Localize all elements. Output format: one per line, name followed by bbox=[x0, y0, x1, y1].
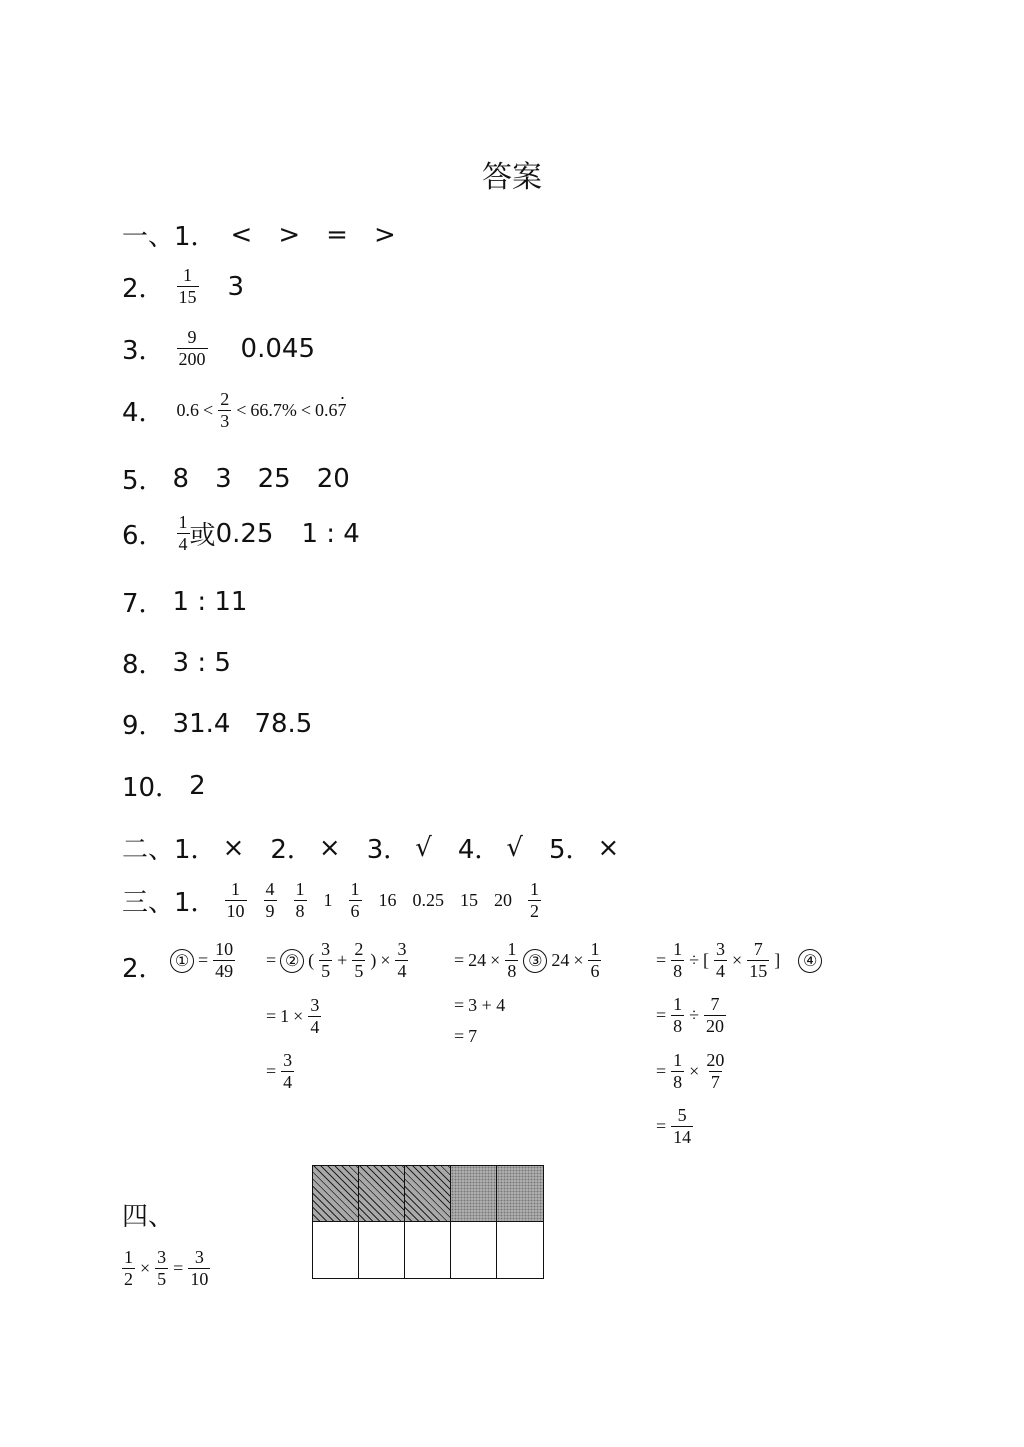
answer-value: 20 bbox=[494, 890, 513, 911]
value: 8 bbox=[172, 463, 190, 494]
grid-cell bbox=[497, 1166, 543, 1222]
answer-value: 0.25 bbox=[412, 890, 445, 911]
answer-value: $\frac{1}{6}$ bbox=[350, 879, 360, 921]
times: × bbox=[689, 1061, 700, 1082]
times: × bbox=[140, 1258, 151, 1279]
calc-4-step-2 bbox=[654, 995, 729, 1037]
value: 24 bbox=[551, 950, 570, 971]
value: 3 : 5 bbox=[172, 647, 231, 678]
divide: ÷ bbox=[689, 950, 700, 971]
calc-2-step-2 bbox=[264, 996, 324, 1038]
answer-1-5 bbox=[122, 460, 350, 497]
item-value: × bbox=[222, 832, 245, 863]
value: 1 bbox=[280, 1006, 290, 1027]
equals: = bbox=[454, 995, 465, 1015]
value: > bbox=[278, 219, 301, 250]
answer-list bbox=[225, 880, 545, 922]
equals: = bbox=[656, 950, 667, 971]
item-value: √ bbox=[415, 832, 432, 863]
answer-1-1 bbox=[122, 216, 396, 253]
item-number: 4． bbox=[457, 835, 501, 865]
fraction-grid-diagram bbox=[312, 1165, 544, 1279]
fraction: $\frac{1}{8}$ bbox=[673, 939, 683, 981]
value: 3 + 4 bbox=[468, 995, 506, 1015]
value: 24 bbox=[468, 950, 487, 971]
fraction: $\frac{1}{4}$ bbox=[178, 512, 188, 554]
calc-2-step-3 bbox=[264, 1051, 297, 1093]
or-word: 或 bbox=[189, 521, 216, 552]
value: 25 bbox=[257, 463, 291, 494]
fraction: $\frac{1}{6}$ bbox=[590, 939, 600, 981]
circled-number: ③ bbox=[523, 949, 547, 973]
item-number: 1． bbox=[174, 835, 217, 865]
grid-cell bbox=[405, 1222, 451, 1278]
grid-cell bbox=[313, 1222, 359, 1278]
label: 10． bbox=[122, 773, 182, 803]
fraction: $\frac{9}{200}$ bbox=[178, 327, 206, 369]
answer-value: $\frac{1}{2}$ bbox=[530, 879, 540, 921]
divide: ÷ bbox=[689, 1005, 700, 1026]
paren: ) bbox=[370, 950, 377, 971]
circled-number: ① bbox=[170, 949, 194, 973]
value: > bbox=[373, 219, 396, 250]
answer-value: $\frac{1}{10}$ bbox=[226, 879, 245, 921]
value: 78.5 bbox=[254, 708, 313, 739]
item-value: × bbox=[597, 832, 620, 863]
circled-number: ② bbox=[280, 949, 304, 973]
grid-cell bbox=[359, 1222, 405, 1278]
answer-1-6 bbox=[122, 513, 360, 555]
equals: = bbox=[454, 950, 465, 971]
times: × bbox=[293, 1006, 304, 1027]
answer-1-7 bbox=[122, 583, 247, 620]
value: < bbox=[230, 219, 253, 250]
label: 2． bbox=[122, 274, 165, 305]
grid-cell bbox=[451, 1222, 497, 1278]
answer-3-2-label: 2． bbox=[122, 954, 165, 984]
fraction: $\frac{3}{4}$ bbox=[310, 995, 320, 1037]
lt-sign: < bbox=[203, 400, 214, 421]
fraction: $\frac{1}{2}$ bbox=[124, 1247, 133, 1289]
answer-2 bbox=[122, 829, 619, 866]
answer-1-2 bbox=[122, 266, 244, 308]
value: 2 bbox=[189, 770, 206, 801]
value: 0.6 bbox=[176, 400, 200, 421]
equals: = bbox=[198, 950, 209, 971]
circled-number: ④ bbox=[798, 949, 822, 973]
value: 1 : 4 bbox=[301, 518, 360, 549]
equals: = bbox=[173, 1258, 184, 1279]
bracket: [ bbox=[703, 950, 710, 971]
fraction: $\frac{3}{4}$ bbox=[716, 939, 726, 981]
value: 3 bbox=[215, 463, 232, 494]
equals: = bbox=[266, 1006, 277, 1027]
fraction: $\frac{1}{8}$ bbox=[673, 1050, 683, 1092]
label: 5． bbox=[122, 466, 165, 496]
label: 一、1． bbox=[122, 222, 217, 252]
calc-3-step-1 bbox=[452, 940, 604, 982]
lt-sign: < bbox=[300, 400, 312, 421]
grid-cell bbox=[359, 1166, 405, 1222]
calc-4-step-1 bbox=[654, 940, 824, 982]
fraction: $\frac{1}{15}$ bbox=[178, 265, 197, 307]
item-number: 2． bbox=[270, 835, 313, 865]
answer-3-1 bbox=[122, 880, 544, 922]
answer-value: 16 bbox=[378, 890, 397, 911]
label: 6． bbox=[122, 521, 165, 552]
fraction: $\frac{3}{5}$ bbox=[321, 939, 331, 981]
value: 3 bbox=[227, 271, 245, 302]
fraction: $\frac{1}{8}$ bbox=[507, 939, 517, 981]
equals: = bbox=[266, 950, 277, 971]
calc-2-step-1 bbox=[264, 940, 411, 982]
answer-value: $\frac{1}{8}$ bbox=[295, 879, 305, 921]
plus: + bbox=[337, 950, 348, 971]
value: 7 bbox=[468, 1026, 478, 1046]
fraction: $\frac{3}{4}$ bbox=[397, 939, 407, 981]
answer-1-4 bbox=[122, 390, 349, 432]
fraction: $\frac{1}{8}$ bbox=[673, 994, 683, 1036]
value: 0.045 bbox=[240, 333, 315, 364]
answer-1-8 bbox=[122, 644, 231, 681]
answer-value: 1 bbox=[323, 890, 333, 911]
equals: = bbox=[656, 1116, 667, 1137]
calc-4-step-4 bbox=[654, 1106, 696, 1148]
item-value: × bbox=[318, 832, 341, 863]
repeating-digit: 7 · bbox=[338, 400, 347, 421]
fraction: $\frac{2}{3}$ bbox=[220, 389, 230, 431]
label: 3． bbox=[122, 336, 165, 367]
times: × bbox=[380, 950, 391, 971]
times: × bbox=[490, 950, 501, 971]
value: 31.4 bbox=[172, 708, 231, 739]
fraction: $\frac{7}{20}$ bbox=[706, 994, 725, 1036]
label: 7． bbox=[122, 589, 165, 619]
answer-1-9 bbox=[122, 705, 312, 742]
fraction: $\frac{7}{15}$ bbox=[749, 939, 768, 981]
grid-cell bbox=[497, 1222, 543, 1278]
paren: ( bbox=[308, 950, 315, 971]
value: 66.7% bbox=[250, 400, 297, 421]
grid-cell bbox=[451, 1166, 497, 1222]
item-number: 3． bbox=[366, 835, 410, 865]
fraction: $\frac{3}{5}$ bbox=[157, 1247, 167, 1289]
label: 8． bbox=[122, 650, 165, 680]
item-number: 5． bbox=[548, 835, 592, 865]
label: 9． bbox=[122, 711, 165, 741]
section-4-label: 四、 bbox=[122, 1202, 175, 1232]
fraction: $\frac{10}{49}$ bbox=[215, 939, 234, 981]
fraction: $\frac{3}{4}$ bbox=[283, 1050, 293, 1092]
section-4-equation bbox=[122, 1248, 213, 1290]
item-value: √ bbox=[506, 832, 523, 863]
times: × bbox=[732, 950, 743, 971]
fraction: $\frac{2}{5}$ bbox=[354, 939, 364, 981]
value: 0.25 bbox=[215, 518, 274, 549]
answer-1-3 bbox=[122, 328, 315, 370]
bracket: ] bbox=[774, 950, 781, 971]
answer-1-10 bbox=[122, 767, 206, 804]
grid-cell bbox=[405, 1166, 451, 1222]
equals: = bbox=[656, 1005, 667, 1026]
answer-value: 15 bbox=[460, 890, 479, 911]
value: 1 : 11 bbox=[172, 586, 248, 617]
grid-cell bbox=[313, 1166, 359, 1222]
calc-1 bbox=[168, 940, 238, 982]
fraction: $\frac{5}{14}$ bbox=[673, 1105, 692, 1147]
calc-3-step-2 bbox=[452, 995, 507, 1016]
answer-value: $\frac{4}{9}$ bbox=[265, 879, 275, 921]
calc-3-step-3 bbox=[452, 1026, 479, 1047]
value: 20 bbox=[316, 463, 350, 494]
times: × bbox=[573, 950, 584, 971]
value: 0.6 bbox=[315, 400, 338, 421]
label: 4． bbox=[122, 398, 165, 429]
calc-4-step-3 bbox=[654, 1051, 729, 1093]
fraction: $\frac{20}{7}$ bbox=[706, 1050, 725, 1092]
value: = bbox=[326, 219, 348, 250]
equals: = bbox=[454, 1026, 465, 1046]
section-label: 三、1． bbox=[122, 888, 217, 919]
section-label: 二、 bbox=[122, 835, 175, 865]
lt-sign: < bbox=[236, 400, 247, 421]
equals: = bbox=[656, 1061, 667, 1082]
equals: = bbox=[266, 1061, 277, 1082]
fraction: $\frac{3}{10}$ bbox=[190, 1247, 209, 1289]
page-title: 答案 bbox=[482, 160, 542, 195]
